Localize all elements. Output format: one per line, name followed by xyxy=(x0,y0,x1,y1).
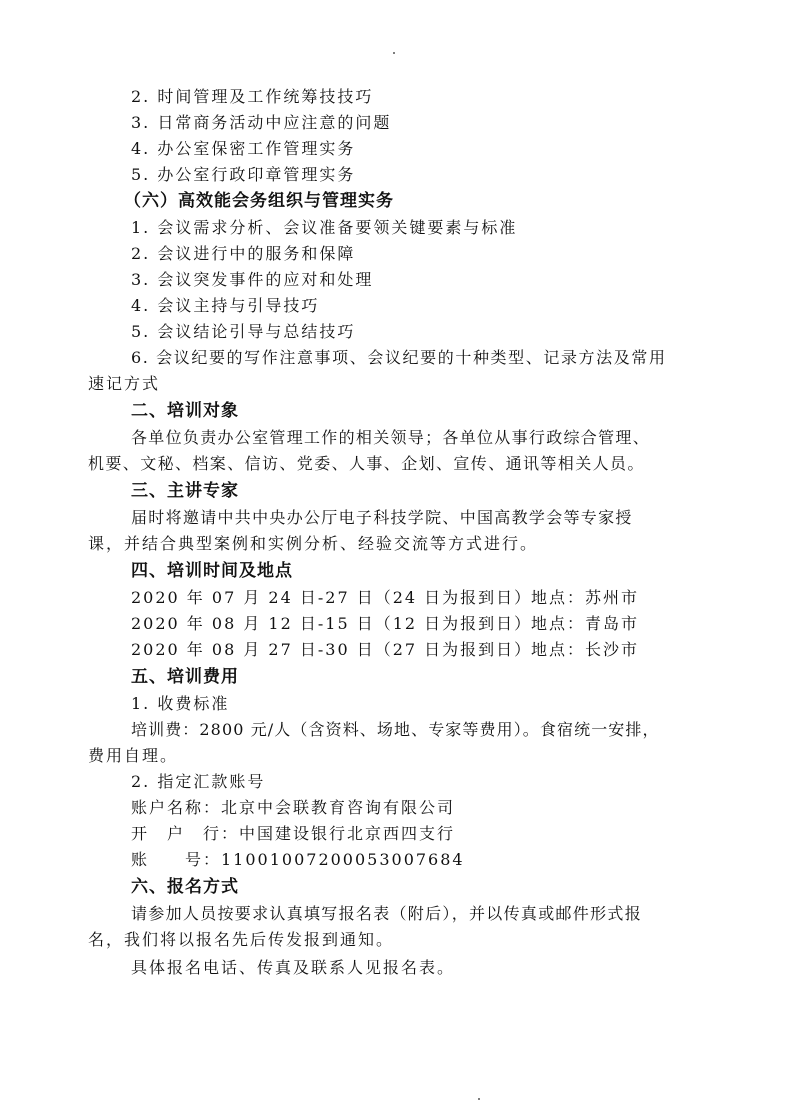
paragraph-line: 各单位负责办公室管理工作的相关领导；各单位从事行政综合管理、 xyxy=(131,428,651,447)
list-item: 3. 日常商务活动中应注意的问题 xyxy=(131,113,392,132)
list-item: 2. 会议进行中的服务和保障 xyxy=(131,244,356,263)
paragraph-line: 培训费：2800 元/人（含资料、场地、专家等费用）。食宿统一安排， xyxy=(131,720,660,739)
paragraph-line: 机要、文秘、档案、信访、党委、人事、企划、宣传、通讯等相关人员。 xyxy=(88,454,645,473)
account-number: 账 号：11001007200053007684 xyxy=(131,850,465,869)
paragraph-line: 名，我们将以报名先后传发报到通知。 xyxy=(88,930,395,949)
paragraph-line: 课，并结合典型案例和实例分析、经验交流等方式进行。 xyxy=(88,534,539,553)
list-item: 6. 会议纪要的写作注意事项、会议纪要的十种类型、记录方法及常用 xyxy=(131,348,667,367)
section-heading-signup: 六、报名方式 xyxy=(131,877,239,897)
account-bank: 开 户 行：中国建设银行北京西四支行 xyxy=(131,824,456,843)
account-name: 账户名称：北京中会联教育咨询有限公司 xyxy=(131,798,456,817)
list-item: 3. 会议突发事件的应对和处理 xyxy=(131,270,374,289)
paragraph-line: 具体报名电话、传真及联系人见报名表。 xyxy=(131,958,456,977)
list-item: 2. 时间管理及工作统筹技技巧 xyxy=(131,87,374,106)
schedule-date: 2020 年 08 月 27 日-30 日（27 日为报到日） xyxy=(131,640,533,659)
list-item: 4. 办公室保密工作管理实务 xyxy=(131,139,356,158)
schedule-date: 2020 年 08 月 12 日-15 日（12 日为报到日） xyxy=(131,614,533,633)
schedule-place: 地点：苏州市 xyxy=(531,588,640,607)
subsection-heading: （六）高效能会务组织与管理实务 xyxy=(124,191,394,211)
scan-speck xyxy=(478,1098,480,1100)
paragraph-line: 届时将邀请中共中央办公厅电子科技学院、中国高教学会等专家授 xyxy=(131,508,633,527)
list-item: 5. 会议结论引导与总结技巧 xyxy=(131,322,356,341)
scan-speck xyxy=(393,52,395,54)
list-item-continuation: 速记方式 xyxy=(88,374,161,393)
paragraph-line: 请参加人员按要求认真填写报名表（附后），并以传真或邮件形式报 xyxy=(131,904,643,923)
schedule-place: 地点：青岛市 xyxy=(531,614,640,633)
section-heading-schedule: 四、培训时间及地点 xyxy=(131,561,293,581)
fees-sub-heading: 2. 指定汇款账号 xyxy=(131,772,266,791)
section-heading-experts: 三、主讲专家 xyxy=(131,481,239,501)
schedule-date: 2020 年 07 月 24 日-27 日（24 日为报到日） xyxy=(131,588,533,607)
fees-sub-heading: 1. 收费标准 xyxy=(131,694,230,713)
list-item: 1. 会议需求分析、会议准备要领关键要素与标准 xyxy=(131,218,518,237)
paragraph-line: 费用自理。 xyxy=(88,746,179,765)
list-item: 4. 会议主持与引导技巧 xyxy=(131,296,320,315)
section-heading-targets: 二、培训对象 xyxy=(131,401,239,421)
list-item: 5. 办公室行政印章管理实务 xyxy=(131,165,356,184)
schedule-place: 地点：长沙市 xyxy=(531,640,640,659)
section-heading-fees: 五、培训费用 xyxy=(131,667,239,687)
